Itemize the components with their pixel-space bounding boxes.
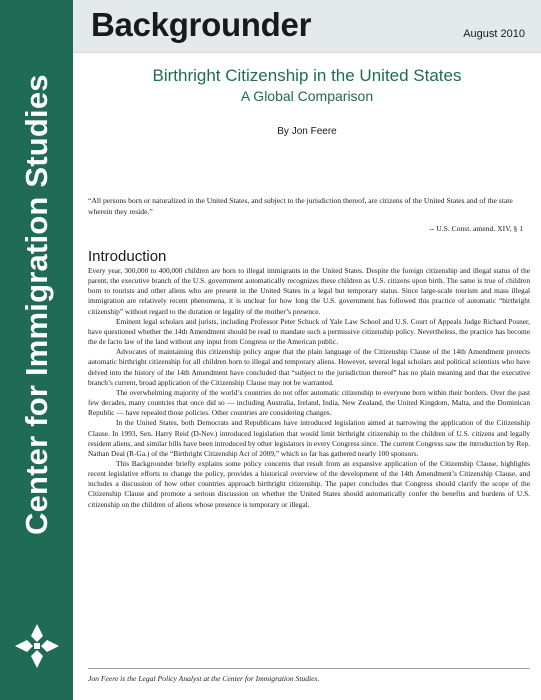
paragraph: Advocates of maintaining this citizenship policy argue that the plain language of the Citizenship Clause of the 14th Amendment protects automatic birthright citizenship for all children born to illegal and temporary aliens. However, several legal scholars and political scientists who have delved into the history of the 14th Amendment have concluded that “subject to the jurisdiction thereof” has no plain meaning and that the executive branch’s current, broad application of the Citizenship Clause may not be warranted. <box>88 347 530 387</box>
publication-brand: Backgrounder <box>91 6 312 43</box>
footer-divider <box>88 668 530 669</box>
paragraph: Eminent legal scholars and jurists, including Professor Peter Schuck of Yale Law School and U.S. Court of Appeals Judge Richard Posner, have questioned whether the 14th Amendment should be read to mandate such a permissive citizenship policy. Nevertheless, the practice has become the de facto law of the land without any input from Congress or the American public. <box>88 316 530 347</box>
masthead <box>73 0 541 53</box>
document-title: Birthright Citizenship in the United States <box>152 66 462 85</box>
paragraph: In the United States, both Democrats and Republicans have introduced legislation aimed at narrowing the application of the Citizenship Clause. In 1993, Sen. Harry Reid (D-Nev.) introduced legislation that would limit birthright citizenship to the children of U.S. citizens and legally resident aliens, and similar bills have been introduced by other legislators in every Congress since. The current Congress saw the introduction by Rep. Nathan Deal (R-Ga.) of the “Birthright Citizenship Act of 2009,” which so far has gathered nearly 100 sponsors. <box>88 418 530 458</box>
epigraph-quote: “All persons born or naturalized in the United States, and subject to the jurisdiction thereof, are citizens of the United States and of the state wherein they reside.” <box>88 196 513 216</box>
author-note: Jon Feere is the Legal Policy Analyst at the Center for Immigration Studies. <box>88 674 320 683</box>
document-subtitle: A Global Comparison <box>240 88 374 104</box>
paragraph: This Backgrounder briefly explains some policy concerns that result from an expansive application of the Citizenship Clause, highlights recent legislative efforts to change the policy, provides a historical overview of the development of the 14th Amendment’s Citizenship Clause, and includes a discussion of how other countries approach birthright citizenship. The paper concludes that Congress should clarify the scope of the Citizenship Clause and promote a serious discussion on whether the United States should automatically confer the benefits and burdens of U.S. citizenship on the children of aliens whose presence is temporary or illegal. <box>88 458 530 509</box>
paragraph: The overwhelming majority of the world’s countries do not offer automatic citizenship to everyone born within their borders. Over the past few decades, many countries that once did so — including Australia, Ireland, India, New Zealand, the United Kingdom, Malta, and the Dominican Republic — have repealed those policies. Other countries are considering changes. <box>88 387 530 418</box>
byline: By Jon Feere <box>277 126 337 137</box>
sidebar-band <box>0 0 73 700</box>
paragraph: Every year, 300,000 to 400,000 children are born to illegal immigrants in the United States. Despite the foreign citizenship and illegal status of the parent, the executive branch of the U.S. government automatically recognizes these children as U.S. citizens upon birth. The same is true of children born to tourists and other aliens who are present in the United States in a legal but temporary status. Since large-scale tourism and mass illegal immigration are relatively recent phenomena, it is unclear for how long the U.S. government has followed this practice of automatic “birthright citizenship” without regard to the duration or legality of the mother’s presence. <box>88 266 530 316</box>
introduction-body <box>88 266 530 510</box>
cis-star-logo-icon <box>13 622 61 670</box>
organization-name: Center for Immigration Studies <box>19 74 54 536</box>
publication-date: August 2010 <box>463 28 525 40</box>
section-heading-introduction: Introduction <box>88 248 167 265</box>
epigraph-citation: -- U.S. Const. amend. XIV, § 1 <box>429 224 523 233</box>
